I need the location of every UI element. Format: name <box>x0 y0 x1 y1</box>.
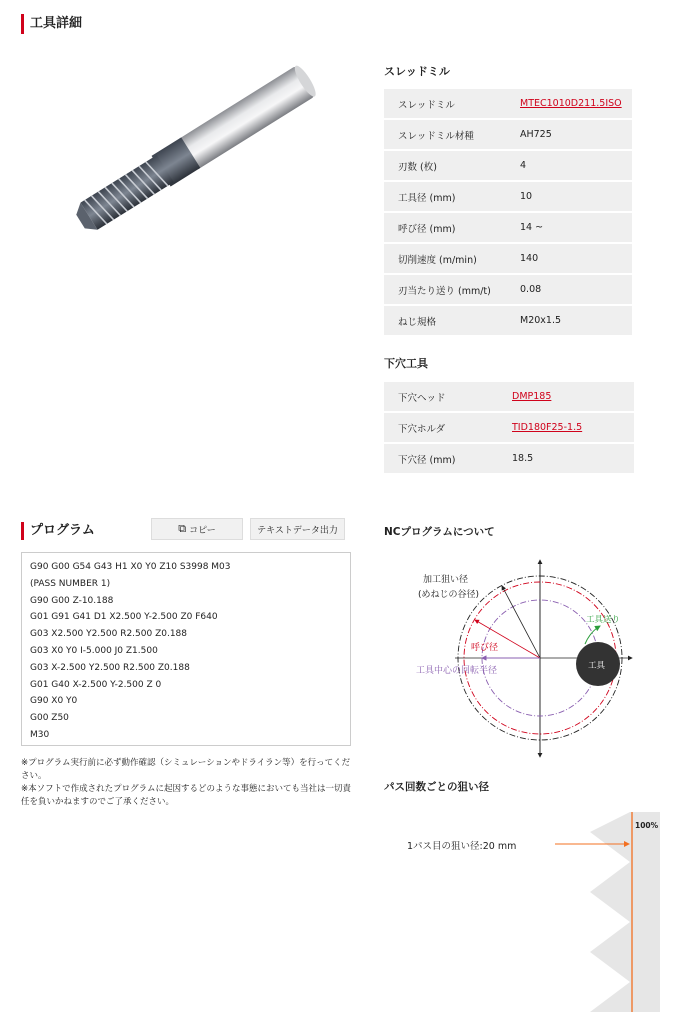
pre-hole-heading: 下穴工具 <box>384 357 428 370</box>
spec-label: 工具径 (mm) <box>384 181 520 212</box>
label-rotation-radius: 工具中心の回転半径 <box>416 666 498 676</box>
code-line: M30 <box>30 729 50 740</box>
table-row <box>384 212 632 243</box>
code-line: (PASS NUMBER 1) <box>30 578 111 589</box>
label-tool-feed: 工具送り <box>586 615 621 625</box>
label-machining-diameter-note: (めねじの谷径) <box>418 590 480 600</box>
spec-label: ねじ規格 <box>384 305 520 336</box>
table-row <box>384 274 632 305</box>
pre-hole-table <box>384 382 634 475</box>
spec-value: 14 ~ <box>520 212 632 243</box>
page-title: 工具詳細 <box>21 14 82 34</box>
label-machining-diameter: 加工狙い径 <box>423 575 469 585</box>
thread-mill-table <box>384 89 632 337</box>
table-row <box>384 382 634 412</box>
table-row <box>384 89 632 119</box>
spec-value: 4 <box>520 150 632 181</box>
pre-hole-holder-link[interactable]: TID180F25-1.5 <box>512 422 583 433</box>
label-nominal-diameter: 呼び径 <box>471 643 499 653</box>
copy-button[interactable]: ⧉ コピー <box>151 518 243 540</box>
code-line: G03 X0 Y0 I-5.000 J0 Z1.500 <box>30 645 158 656</box>
program-code[interactable] <box>21 552 351 746</box>
table-row <box>384 412 634 443</box>
note-text: ※プログラム実行前に必ず動作確認（シミュレーションやドライラン等）を行ってください。 <box>21 758 351 781</box>
code-line: G00 Z50 <box>30 713 69 724</box>
table-row <box>384 150 632 181</box>
thread-profile-diagram <box>555 812 665 1012</box>
copy-icon: ⧉ <box>178 522 187 535</box>
spec-label: 刃当たり送り (mm/t) <box>384 274 520 305</box>
spec-value: AH725 <box>520 119 632 150</box>
nc-about-heading: NCプログラムについて <box>384 526 495 538</box>
percent-label: 100% <box>635 821 659 830</box>
code-line: G90 G00 Z-10.188 <box>30 595 114 606</box>
spec-label: 切削速度 (m/min) <box>384 243 520 274</box>
table-row <box>384 181 632 212</box>
spec-value: 10 <box>520 181 632 212</box>
thread-mill-heading: スレッドミル <box>384 65 450 78</box>
spec-label: 呼び径 (mm) <box>384 212 520 243</box>
pass-target-heading: パス回数ごとの狙い径 <box>384 781 489 793</box>
code-line: G01 G40 X-2.500 Y-2.500 Z 0 <box>30 679 162 690</box>
pass-label: 1パス目の狙い径:20 mm <box>407 841 517 852</box>
label-tool: 工具 <box>588 661 606 671</box>
nc-diagram <box>400 552 650 762</box>
table-row <box>384 243 632 274</box>
spec-label: 刃数 (枚) <box>384 150 520 181</box>
spec-value: 18.5 <box>512 443 634 474</box>
spec-value: M20x1.5 <box>520 305 632 336</box>
program-heading: プログラム <box>21 522 95 540</box>
table-row <box>384 305 632 336</box>
code-line: G90 X0 Y0 <box>30 696 78 707</box>
table-row <box>384 443 634 474</box>
program-notes <box>21 757 354 809</box>
code-line: G03 X-2.500 Y2.500 R2.500 Z0.188 <box>30 662 190 673</box>
spec-value: 140 <box>520 243 632 274</box>
spec-label: 下穴ヘッド <box>384 382 512 412</box>
spec-value: 0.08 <box>520 274 632 305</box>
code-line: G01 G91 G41 D1 X2.500 Y-2.500 Z0 F640 <box>30 612 218 623</box>
code-line: G90 G00 G54 G43 H1 X0 Y0 Z10 S3998 M03 <box>30 562 231 572</box>
spec-label: 下穴径 (mm) <box>384 443 512 474</box>
table-row <box>384 119 632 150</box>
spec-label: スレッドミル材種 <box>384 119 520 150</box>
pre-hole-head-link[interactable]: DMP185 <box>512 391 552 402</box>
thread-mill-link[interactable]: MTEC1010D211.5ISO <box>520 98 622 109</box>
spec-label: 下穴ホルダ <box>384 412 512 443</box>
tool-image <box>60 65 330 235</box>
note-text: ※本ソフトで作成されたプログラムに起因するどのような事態においても当社は一切責任を負いかねますのでご了承ください。 <box>21 784 352 807</box>
code-line: G03 X2.500 Y2.500 R2.500 Z0.188 <box>30 629 188 640</box>
spec-label: スレッドミル <box>384 89 520 119</box>
export-text-button[interactable]: テキストデータ出力 <box>250 518 345 540</box>
